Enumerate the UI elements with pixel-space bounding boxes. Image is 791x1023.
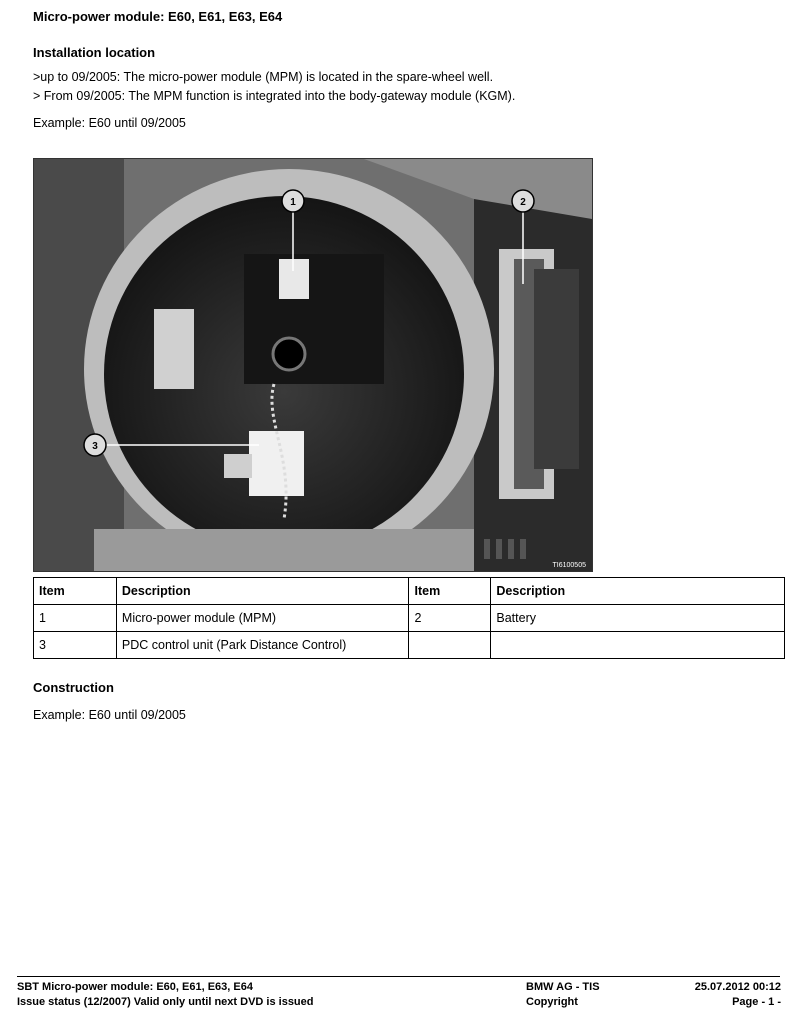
pdc-unit-shape (249, 431, 304, 496)
installation-line-2: > From 09/2005: The MPM function is integrated into the body-gateway module (KGM). (33, 89, 516, 103)
example-caption-2: Example: E60 until 09/2005 (33, 708, 186, 722)
callout-2 (512, 190, 534, 212)
installation-line-1: >up to 09/2005: The micro-power module (MPM) is located in the spare-wheel well. (33, 70, 494, 84)
header-description: Description (491, 578, 785, 605)
svg-text:2: 2 (520, 197, 526, 208)
installation-heading: Installation location (33, 45, 156, 60)
callout-3 (84, 434, 106, 456)
footer-copyright: Copyright (526, 996, 578, 1008)
installation-photo (33, 158, 593, 572)
footer-issue-status: Issue status (12/2007) Valid only until next DVD is issued (17, 996, 314, 1008)
construction-heading: Construction (33, 680, 114, 695)
table-cell: 3 (34, 632, 117, 659)
mpm-module-shape (279, 259, 309, 299)
table-row (34, 605, 785, 632)
header-description: Description (116, 578, 409, 605)
header-item: Item (409, 578, 491, 605)
table-cell: PDC control unit (Park Distance Control) (116, 632, 409, 659)
table-cell (409, 632, 491, 659)
footer-page-number: Page - 1 - (732, 996, 781, 1008)
table-cell: Battery (491, 605, 785, 632)
header-item: Item (34, 578, 117, 605)
footer-date: 25.07.2012 00:12 (694, 981, 781, 993)
table-cell: 1 (34, 605, 117, 632)
document-title: Micro-power module: E60, E61, E63, E64 (33, 9, 283, 24)
svg-text:1: 1 (290, 197, 296, 208)
item-table (33, 577, 785, 659)
table-row (34, 632, 785, 659)
table-cell (491, 632, 785, 659)
svg-text:3: 3 (92, 441, 98, 452)
footer-publisher: BMW AG - TIS (526, 981, 600, 993)
image-code: TI6100505 (552, 562, 586, 569)
table-header-row (34, 578, 785, 605)
example-caption-1: Example: E60 until 09/2005 (33, 116, 186, 130)
table-cell: 2 (409, 605, 491, 632)
table-cell: Micro-power module (MPM) (116, 605, 409, 632)
footer-divider (17, 976, 780, 977)
callout-1 (282, 190, 304, 212)
footer-doc-title: SBT Micro-power module: E60, E61, E63, E64 (17, 981, 253, 993)
